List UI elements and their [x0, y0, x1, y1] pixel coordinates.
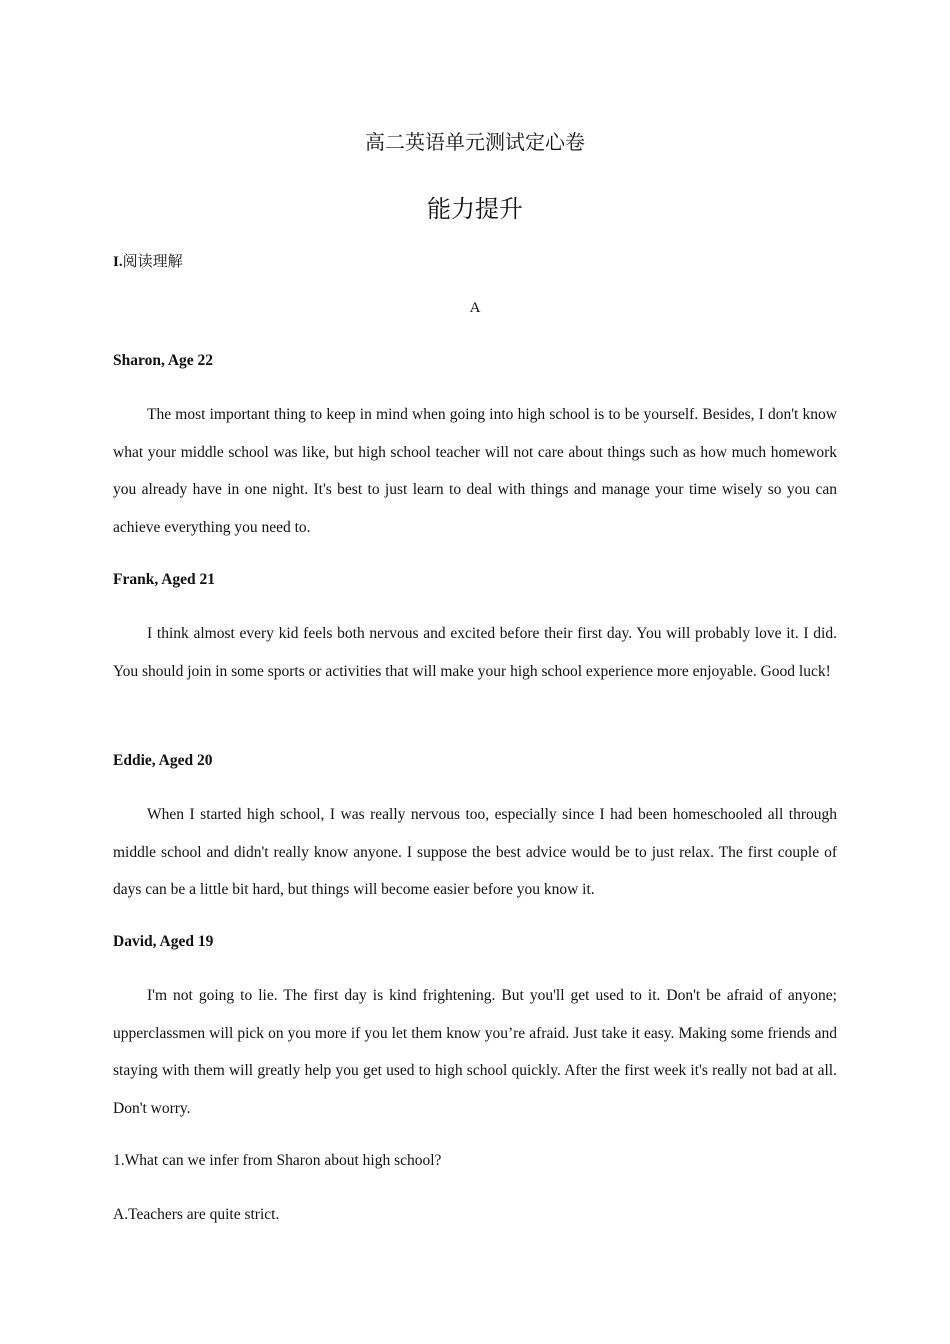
entry-heading-david: David, Aged 19	[113, 933, 214, 950]
document-title: 高二英语单元测试定心卷	[365, 130, 585, 154]
section-name: 阅读理解	[122, 252, 183, 270]
question-1-option-a: A.Teachers are quite strict.	[113, 1206, 280, 1223]
entry-heading-eddie: Eddie, Aged 20	[113, 752, 213, 769]
question-1: 1.What can we infer from Sharon about high school?	[113, 1152, 442, 1169]
entry-heading-frank: Frank, Aged 21	[113, 571, 216, 588]
passage-label: A	[469, 300, 481, 316]
section-number: I.	[113, 254, 123, 270]
section-heading	[113, 250, 183, 271]
entry-text-frank: I think almost every kid feels both nervous and excited before their first day. You will probably love it. I did. You should join in some sports or activities that will make your high school experience more enjoyable. Good luck!	[113, 625, 837, 680]
entry-text-eddie: When I started high school, I was really nervous too, especially since I had been homeschooled all through middle school and didn't really know anyone. I suppose the best advice would be to just relax. The first couple of days can be a little bit hard, but things will become easier before you know it.	[113, 806, 837, 898]
entry-text-david: I'm not going to lie. The first day is kind frightening. But you'll get used to it. Don't be afraid of anyone; upperclassmen will pick on you more if you let them know you’re afraid. Just take it easy. Making some friends and staying with them will greatly help you get used to high school quickly. After the first week it's really not bad at all. Don't worry.	[113, 987, 837, 1117]
entry-heading-sharon: Sharon, Age 22	[113, 352, 214, 369]
entry-text-sharon: The most important thing to keep in mind when going into high school is to be yourself. Besides, I don't know what your middle school was like, but high school teacher will not care about things such as how much homework you already have in one night. It's best to just learn to deal with things and manage your time wisely so you can achieve everything you need to.	[113, 406, 837, 536]
document-subtitle: 能力提升	[427, 195, 523, 223]
